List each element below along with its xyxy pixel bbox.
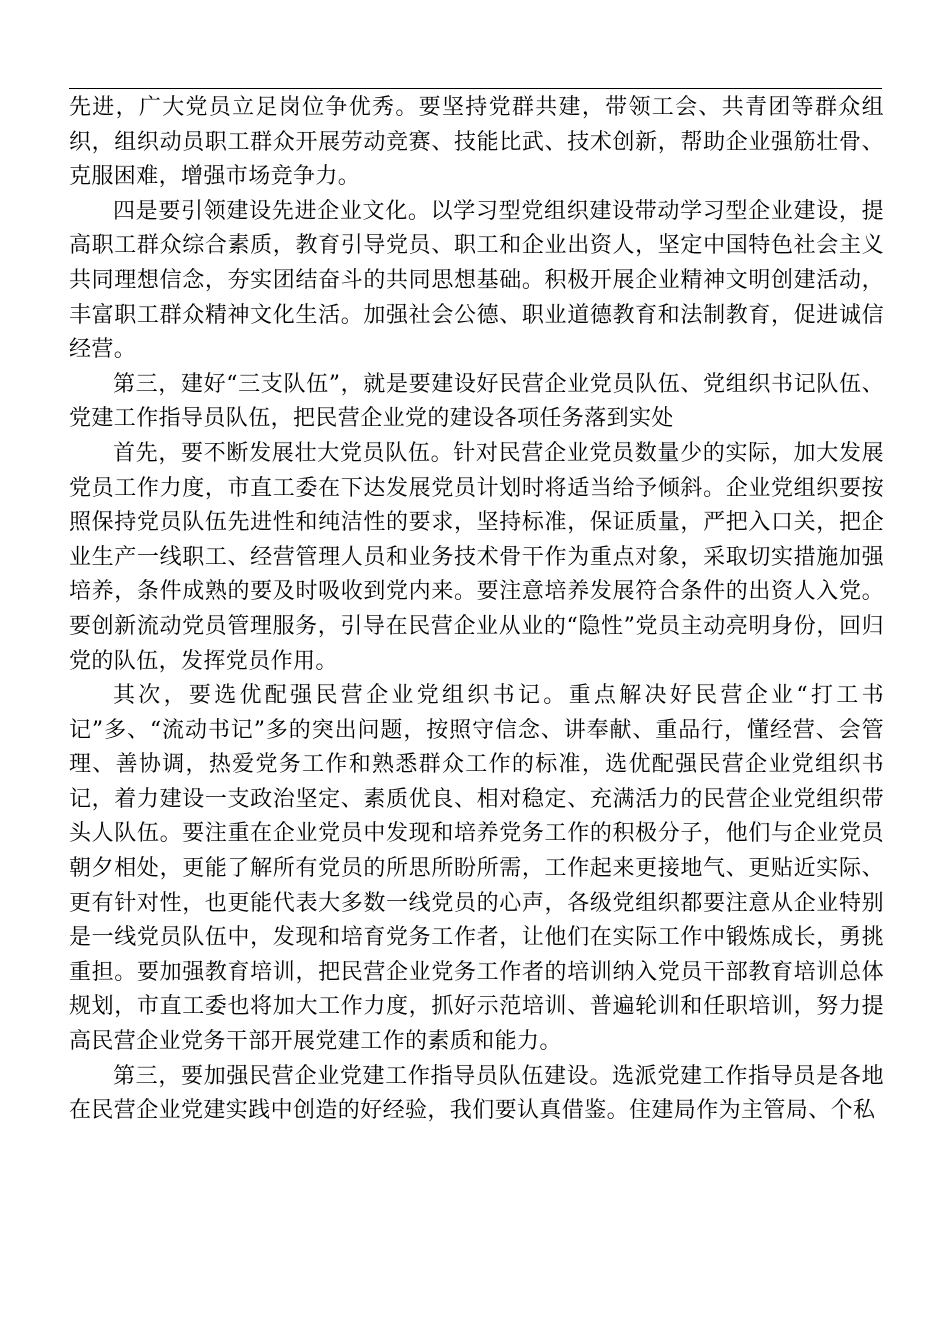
paragraph-2: 四是要引领建设先进企业文化。以学习型党组织建设带动学习型企业建设，提高职工群众综合素质，教育引导党员、职工和企业出资人，坚定中国特色社会主义共同理想信念，夯实团结奋斗的共同思想基础。积极开展企业精神文明创建活动，丰富职工群众精神文化生活。加强社会公德、职业道德教育和法制教育，促进诚信经营。 (69, 198, 884, 363)
header-rule (69, 88, 882, 89)
paragraph-3: 第三，建好“三支队伍”，就是要建设好民营企业党员队伍、党组织书记队伍、党建工作指导员队伍，把民营企业党的建设各项任务落到实处 (69, 371, 884, 432)
document-body (69, 91, 884, 1129)
paragraph-6: 第三，要加强民营企业党建工作指导员队伍建设。选派党建工作指导员是各地在民营企业党建实践中创造的好经验，我们要认真借鉴。住建局作为主管局、个私 (69, 1063, 884, 1124)
paragraph-4: 首先，要不断发展壮大党员队伍。针对民营企业党员数量少的实际，加大发展党员工作力度，市直工委在下达发展党员计划时将适当给予倾斜。企业党组织要按照保持党员队伍先进性和纯洁性的要求，坚持标准，保证质量，严把入口关，把企业生产一线职工、经营管理人员和业务技术骨干作为重点对象，采取切实措施加强培养，条件成熟的要及时吸收到党内来。要注意培养发展符合条件的出资人入党。要创新流动党员管理服务，引导在民营企业从业的“隐性”党员主动亮明身份，回归党的队伍，发挥党员作用。 (69, 440, 884, 674)
paragraph-5: 其次，要选优配强民营企业党组织书记。重点解决好民营企业“打工书记”多、“流动书记”多的突出问题，按照守信念、讲奉献、重品行，懂经营、会管理、善协调，热爱党务工作和熟悉群众工作的标准，选优配强民营企业党组织书记，着力建设一支政治坚定、素质优良、相对稳定、充满活力的民营企业党组织带头人队伍。要注重在企业党员中发现和培养党务工作的积极分子，他们与企业党员朝夕相处，更能了解所有党员的所思所盼所需，工作起来更接地气、更贴近实际、更有针对性，也更能代表大多数一线党员的心声，各级党组织都要注意从企业特别是一线党员队伍中，发现和培育党务工作者，让他们在实际工作中锻炼成长，勇挑重担。要加强教育培训，把民营企业党务工作者的培训纳入党员干部教育培训总体规划，市直工委也将加大工作力度，抓好示范培训、普遍轮训和任职培训，努力提高民营企业党务干部开展党建工作的素质和能力。 (69, 683, 884, 1055)
paragraph-1: 先进，广大党员立足岗位争优秀。要坚持党群共建，带领工会、共青团等群众组织，组织动员职工群众开展劳动竞赛、技能比武、技术创新，帮助企业强筋壮骨、克服困难，增强市场竞争力。 (69, 95, 884, 190)
